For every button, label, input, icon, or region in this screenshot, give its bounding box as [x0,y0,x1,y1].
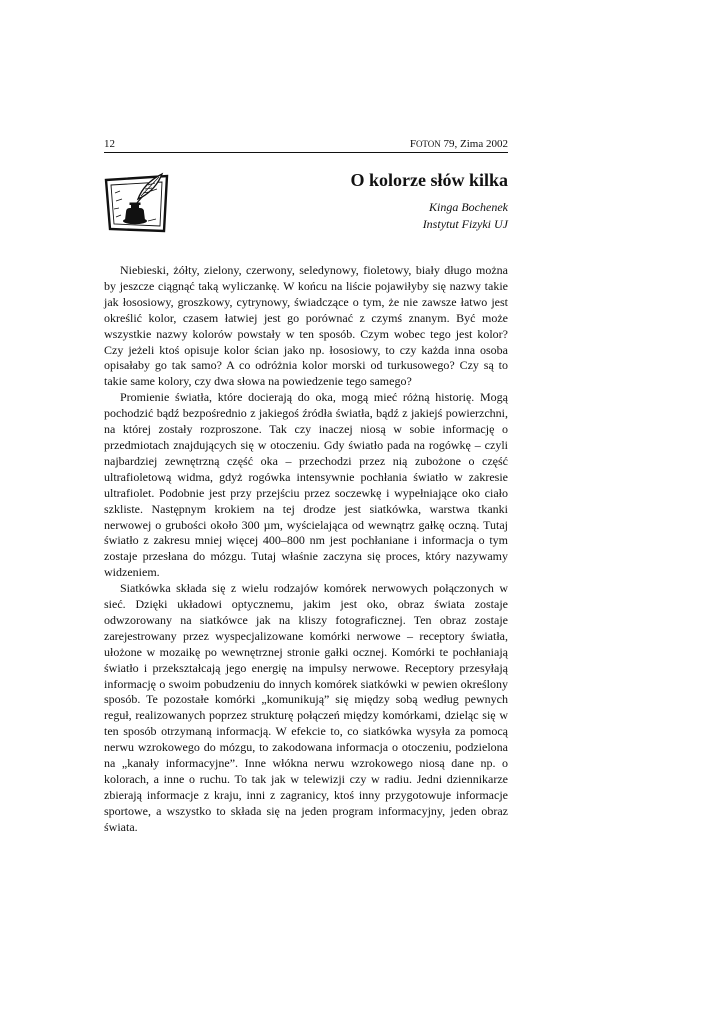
author-institution: Instytut Fizyki UJ [422,217,508,231]
body-paragraph: Niebieski, żółty, zielony, czerwony, seledynowy, fioletowy, biały długo można by jeszcze ciągnąć taką wyliczankę. W końcu na liście pojawiłyby się nazwy takie jak łososiowy, groszkowy, cytrynowy, świadczące o tym, że nie zawsze łatwo jest określić kolor, czasem łatwiej jest go porównać z czymś znanym. Być może wszystkie nazwy kolorów powstały w ten sposób. Czym wobec tego jest kolor? Czy jeżeli ktoś opisuje kolor ścian jako np. łososiowy, to czy każda inna osoba opisałaby go tak samo? A co odróżnia kolor morski od turkusowego? Czy są to takie same kolory, czy dwa słowa na powiedzenie tego samego? [104,263,508,389]
header-rule [104,152,508,153]
journal-name-smallcaps: OTON [415,139,441,149]
body-paragraph: Promienie światła, które docierają do oka, mogą mieć różną historię. Mogą pochodzić bądź bezpośrednio z jakiegoś źródła światła, bądź z jakiejś powierzchni, na której zostały rozproszone. Tak czy inaczej niosą w sobie informację o przedmiotach znajdujących się w otoczeniu. Gdy światło pada na rogówkę – czyli najbardziej zewnętrzną część oka – przechodzi przez nią zubożone o część ultrafioletową widma, gdyż rogówka intensywnie pochłania światło w zakresie ultrafiolet. Podobnie jest przy przejściu przez soczewkę i wypełniające oko ciało szkliste. Następnym krokiem na tej drodze jest siatkówka, warstwa tkanki nerwowej o grubości około 300 µm, wyścielająca od wewnątrz gałkę oczną. Tutaj światło z zakresu mniej więcej 400–800 nm jest pochłaniane i informacja o tym zostaje przesłana do mózgu. Tutaj właśnie zaczyna się proces, który nazywamy widzeniem. [104,390,508,580]
journal-issue [410,138,508,151]
journal-initial: F [409,138,416,150]
body-paragraph: Siatkówka składa się z wielu rodzajów komórek nerwowych połączonych w sieć. Dzięki układowi optycznemu, jakim jest oko, obraz świata zostaje odwzorowany na siatkówce jak na kliszy fotograficznej. Ten obraz zostaje zarejestrowany przez wyspecjalizowane komórki nerwowe – receptory światła, ułożone w mozaikę po wewnętrznej stronie gałki ocznej. Komórki te pochłaniają światło i przekształcają jego energię na impulsy nerwowe. Receptory przesyłają informację o swoim pobudzeniu do innych komórek siatkówki w pewien określony sposób. Te pozostałe komórki „komunikują” się między sobą według pewnych reguł, realizowanych poprzez strukturę połączeń między komórkami, dzieląc się w ten sposób otrzymaną informacją. W efekcie to, co siatkówka wysyła za pomocą nerwu wzrokowego do mózgu, to zakodowana informacja o otoczeniu, podzielona na „kanały informacyjne”. Inne włókna nerwu wzrokowego niosą dane np. o kolorach, a inne o ruchu. To tak jak w telewizji czy w radiu. Jedni dziennikarze zbierają informacje z kraju, inni z zagranicy, ktoś inny przygotowuje informacje sportowe, a wszystko to składa się na jeden program informacyjny, jeden obraz świata. [104,581,508,834]
page-number: 12 [104,138,115,150]
inkwell-quill-icon [104,171,170,233]
article-title: O kolorze słów kilka [350,170,508,190]
article-body [104,263,508,836]
article-author: Kinga Bochenek [429,200,508,214]
issue-label: 79, Zima 2002 [440,138,508,150]
